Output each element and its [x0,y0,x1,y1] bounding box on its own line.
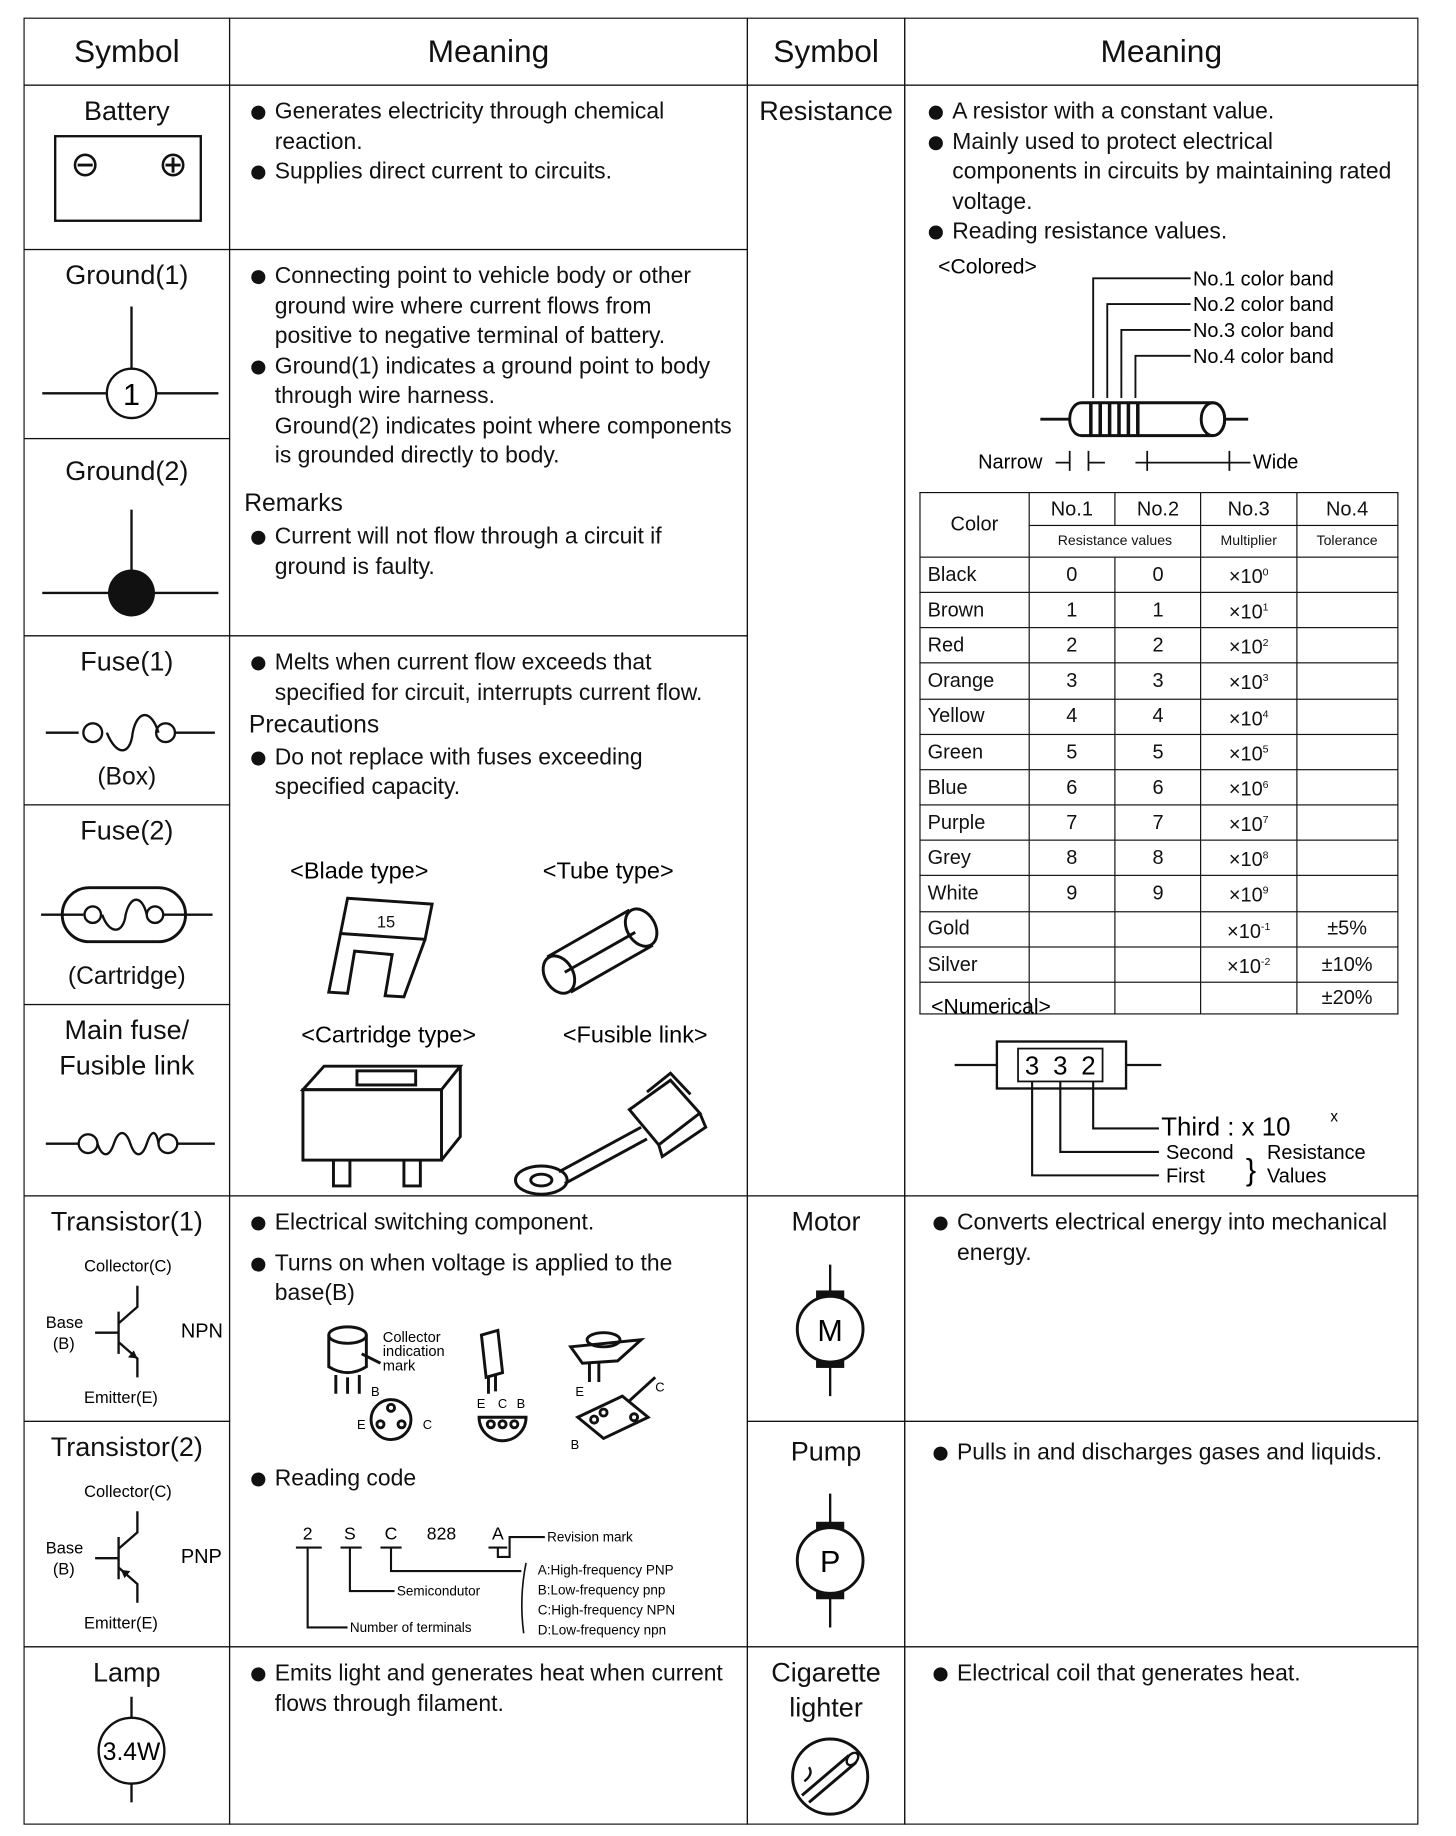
code-char: 2 [302,1523,313,1544]
multiplier [1201,770,1296,805]
resistance-symbol-cell [747,85,906,1197]
type-label: C:High-frequency NPN [537,1602,676,1618]
color-name: Yellow [920,699,1029,734]
pin-b: B [570,1436,580,1452]
band2-value: 8 [1115,840,1201,875]
color-header: Color [920,493,1029,558]
tolerance [1296,628,1398,663]
minus-terminal: ⊖ [70,145,100,185]
lamp-icon [25,1694,232,1823]
lighter-label: Cigarette lighter [771,1656,881,1723]
color-name: Black [920,557,1029,592]
pnp-label: PNP [180,1545,222,1568]
motor-icon [748,1255,907,1408]
ground-meaning [229,249,748,636]
multiplier [1201,663,1296,698]
collector-mark-label: Collector [382,1330,441,1347]
color-name: Purple [920,805,1029,840]
npn-transistor-icon [25,1246,232,1422]
band1-value: 1 [1029,593,1115,628]
bullet: Electrical switching component. [249,1208,733,1238]
main-fuse-label: Main fuse/ Fusible link [59,1014,195,1081]
color-row [920,557,1398,592]
band-label: No.3 color band [1192,319,1334,342]
resistance-values-label: Values [1266,1165,1327,1188]
transistor2-symbol-cell [23,1421,230,1648]
collector-label: Collector(C) [84,1483,172,1502]
ground1-symbol-cell [23,249,230,439]
bullet: Electrical coil that generates heat. [931,1659,1403,1689]
tolerance [1296,663,1398,698]
motor-label: Motor [791,1205,861,1237]
tolerance: ±10% [1296,947,1398,982]
bullet: Ground(1) indicates a ground point to body through wire harness. [249,352,733,412]
multiplier-exponent: 0 [1262,565,1269,578]
bullet: Pulls in and discharges gases and liquids. [931,1438,1403,1468]
band-label: No.1 color band [1192,268,1334,291]
header-symbol-right: Symbol [747,18,906,86]
resistance-values-label: Resistance [1266,1141,1366,1164]
sub-header: Resistance values [1029,525,1201,557]
npn-label: NPN [180,1320,223,1343]
resistance-meaning [904,85,1418,1197]
collector-label: Collector(C) [84,1257,172,1276]
band2-value: 2 [1115,628,1201,663]
multiplier [1201,593,1296,628]
pin-e: E [476,1395,486,1411]
bullet: Converts electrical energy into mechanical energy. [931,1208,1403,1268]
transistor2-label: Transistor(2) [50,1431,203,1462]
remarks-title: Remarks [244,489,343,517]
header-meaning-right: Meaning [904,18,1418,86]
color-name: Red [920,628,1029,663]
ground2-note: Ground(2) indicates point where components is grounded directly to body. [274,412,732,469]
ground2-icon [25,504,232,645]
pin-c: C [655,1379,665,1395]
fusible-link-label: <Fusible link> [562,1021,708,1048]
ground2-label: Ground(2) [65,455,189,487]
code-char: C [384,1523,398,1544]
tube-fuse-icon [537,903,664,999]
col-header: No.3 [1201,493,1296,525]
revision-mark-label: Revision mark [547,1529,633,1545]
motor-mark: M [817,1313,843,1348]
cartridge-type-label: <Cartridge type> [301,1021,477,1048]
colored-resistor-diagram [905,245,1417,480]
ground1-icon [25,297,232,438]
blade-fuse-icon [329,898,432,997]
emitter-label: Emitter(E) [83,1389,158,1408]
bullet: Reading resistance values. [926,217,1403,247]
multiplier [1201,805,1296,840]
color-row [920,770,1398,805]
multiplier-base: ×10 [1228,565,1263,588]
tolerance [1296,876,1398,911]
multiplier-exponent: 9 [1262,884,1269,897]
ground1-number: 1 [123,378,141,413]
multiplier-base: ×10 [1228,600,1263,624]
multiplier-exponent: 1 [1262,601,1269,614]
multiplier-base: ×10 [1227,955,1261,978]
col-header: No.2 [1115,493,1201,525]
pin-e: E [575,1384,584,1400]
color-row [920,840,1398,875]
color-name: Green [920,734,1029,769]
bullet: Supplies direct current to circuits. [249,157,733,187]
pump-meaning [904,1421,1418,1648]
terminals-label: Number of terminals [349,1620,472,1636]
blade-rating: 15 [376,913,396,932]
tolerance: ±20% [1296,982,1398,1014]
fuse2-label: Fuse(2) [80,814,174,846]
pump-label: Pump [790,1436,862,1467]
multiplier-exponent: 4 [1262,707,1269,720]
plus-terminal: ⊕ [158,145,188,185]
band2-value: 1 [1115,593,1201,628]
motor-meaning [904,1195,1418,1422]
reading-code-diagram [230,1516,747,1645]
bullet: A resistor with a constant value. [926,97,1403,127]
multiplier [1201,911,1296,946]
bullet: Do not replace with fuses exceeding specified capacity. [249,743,733,803]
color-row [920,876,1398,911]
fuse-box-icon [25,709,232,756]
band2-value [1115,947,1201,982]
color-row [920,911,1398,946]
battery-symbol-cell [23,85,230,251]
numerical-title: <Numerical> [931,995,1051,1019]
lighter-symbol-cell [747,1646,906,1824]
pin-c: C [497,1395,508,1411]
band1-value: 2 [1029,628,1115,663]
blade-type-label: <Blade type> [290,857,429,884]
color-row [920,628,1398,663]
multiplier-base: ×10 [1228,707,1263,730]
digit: 2 [1081,1052,1096,1081]
pump-mark: P [819,1545,841,1580]
reading-code-title: Reading code [249,1464,416,1494]
pump-icon [748,1487,907,1640]
third-label: Third : x 10 [1161,1113,1291,1142]
color-name: Silver [920,947,1029,982]
color-name: White [920,876,1029,911]
third-exponent: x [1330,1108,1338,1126]
lamp-label: Lamp [93,1656,161,1688]
band2-value: 5 [1115,734,1201,769]
bullet: Melts when current flow exceeds that specified for circuit, interrupts current flow. [249,648,733,708]
multiplier-base: ×10 [1228,813,1263,836]
type-label: A:High-frequency PNP [537,1562,674,1578]
tolerance [1296,593,1398,628]
brace: } [1245,1153,1257,1188]
band1-value: 7 [1029,805,1115,840]
second-label: Second [1165,1141,1234,1164]
transistor-meaning [229,1195,748,1647]
multiplier-exponent: -2 [1260,955,1271,968]
pump-symbol-cell [747,1421,906,1648]
band2-value: 9 [1115,876,1201,911]
code-char: A [491,1523,504,1544]
code-char: 828 [426,1523,457,1544]
transistor1-symbol-cell [23,1195,230,1422]
multiplier [1201,734,1296,769]
band1-value: 9 [1029,876,1115,911]
header-symbol-left: Symbol [23,18,230,86]
ground2-symbol-cell [23,438,230,636]
cartridge-fuse-icon [303,1066,460,1186]
fuse1-label: Fuse(1) [80,645,174,677]
multiplier-exponent: 8 [1262,849,1269,861]
code-char: S [344,1523,356,1544]
cigarette-lighter-icon [748,1734,907,1816]
lamp-symbol-cell [23,1646,230,1824]
lamp-rating: 3.4W [102,1739,161,1767]
band2-value: 4 [1115,699,1201,734]
lighter-meaning [904,1646,1418,1824]
resistor-icon [1040,403,1248,436]
col-header: No.1 [1029,493,1115,525]
color-name: Brown [920,593,1029,628]
band1-value [1029,947,1115,982]
multiplier-exponent: 5 [1262,743,1269,755]
tolerance [1296,699,1398,734]
bullet: Mainly used to protect electrical components in circuits by maintaining rated voltage. [926,127,1403,217]
multiplier [1201,876,1296,911]
tolerance: ±5% [1296,911,1398,946]
type-label: B:Low-frequency pnp [537,1582,666,1598]
multiplier [1201,947,1296,982]
color-code-table [919,492,1398,1015]
narrow-label: Narrow [978,451,1043,474]
bullet: Connecting point to vehicle body or other ground wire where current flows from positive to negative terminal of battery. [249,262,733,352]
bullet: Emits light and generates heat when current flows through filament. [249,1659,733,1719]
color-row [920,805,1398,840]
band1-value: 3 [1029,663,1115,698]
multiplier-base: ×10 [1228,848,1263,872]
collector-mark-label: indication [382,1344,445,1361]
band1-value: 5 [1029,734,1115,769]
band1-value: 8 [1029,840,1115,875]
multiplier-exponent: -1 [1260,920,1271,932]
multiplier-base: ×10 [1227,919,1261,942]
band2-value: 7 [1115,805,1201,840]
to92-flat-package-icon [476,1330,526,1440]
tolerance [1296,770,1398,805]
color-name: Grey [920,840,1029,875]
header-meaning-left: Meaning [229,18,748,86]
band2-value [1115,911,1201,946]
pnp-transistor-icon [25,1471,232,1647]
base-label: Base [45,1539,84,1558]
tolerance [1296,805,1398,840]
tolerance [1296,840,1398,875]
multiplier-exponent: 2 [1262,636,1269,649]
transistor1-label: Transistor(1) [50,1205,203,1237]
band1-value: 6 [1029,770,1115,805]
color-row [920,734,1398,769]
motor-symbol-cell [747,1195,906,1422]
color-row [920,699,1398,734]
base-label: Base [45,1314,84,1333]
band1-value [1029,911,1115,946]
band-label: No.2 color band [1192,294,1334,317]
fuse-types-illustration [230,845,747,1197]
color-name: Orange [920,663,1029,698]
multiplier-exponent: 3 [1262,672,1269,684]
band-label: No.4 color band [1192,345,1334,368]
base-label-b: (B) [52,1560,75,1579]
tolerance [1296,734,1398,769]
color-name: Blue [920,770,1029,805]
digit: 3 [1053,1052,1068,1081]
emitter-label: Emitter(E) [83,1614,158,1633]
colored-title: <Colored> [938,255,1037,279]
band2-value: 6 [1115,770,1201,805]
resistance-label: Resistance [759,95,893,126]
semiconductor-label: Semicondutor [396,1583,481,1599]
bullet: Current will not flow through a circuit if ground is faulty. [249,523,733,583]
multiplier [1201,699,1296,734]
pin-e: E [356,1417,366,1433]
color-row [920,663,1398,698]
color-row [920,947,1398,982]
band1-value: 4 [1029,699,1115,734]
fusible-link-icon-large [515,1073,705,1194]
band2-value: 3 [1115,663,1201,698]
main-fuse-symbol-cell [23,1004,230,1197]
lamp-meaning [229,1646,748,1824]
fuse-cartridge-caption: (Cartridge) [67,962,186,990]
fuse1-symbol-cell [23,635,230,805]
fuse-box-caption: (Box) [97,763,157,791]
precautions-title: Precautions [248,711,380,739]
tolerance [1296,557,1398,592]
numerical-resistor-diagram [905,990,1417,1190]
type-label: D:Low-frequency npn [537,1622,667,1638]
pin-c: C [422,1417,433,1433]
fusible-link-icon [25,1123,232,1170]
first-label: First [1165,1165,1205,1188]
tube-type-label: <Tube type> [542,857,674,884]
multiplier-exponent: 6 [1262,778,1269,791]
multiplier [1201,557,1296,592]
multiplier-base: ×10 [1228,636,1263,659]
pin-b: B [371,1384,380,1400]
fuse2-symbol-cell [23,804,230,1005]
band2-value: 0 [1115,557,1201,592]
wide-label: Wide [1252,451,1299,474]
bullet: Turns on when voltage is applied to the base(B) [249,1249,733,1309]
base-label-b: (B) [52,1335,75,1354]
fuse-cartridge-icon [25,878,232,948]
multiplier-base: ×10 [1228,671,1263,695]
collector-mark-label: mark [382,1358,416,1375]
multiplier-exponent: 7 [1262,813,1269,826]
digit: 3 [1024,1052,1040,1081]
battery-meaning [229,85,748,251]
battery-label: Battery [84,95,170,126]
multiplier [1201,840,1296,875]
color-name: Gold [920,911,1029,946]
bullet: Generates electricity through chemical reaction. [249,97,733,157]
fuse-meaning [229,635,748,1196]
multiplier-base: ×10 [1228,778,1263,801]
sub-header: Tolerance [1296,525,1398,557]
color-row [920,593,1398,628]
multiplier-base: ×10 [1228,742,1263,765]
col-header: No.4 [1296,493,1398,525]
battery-icon [54,135,202,222]
sub-header: Multiplier [1201,525,1296,557]
multiplier-base: ×10 [1228,884,1263,907]
band1-value: 0 [1029,557,1115,592]
pin-b: B [516,1395,526,1411]
multiplier [1201,628,1296,663]
ground1-label: Ground(1) [65,259,189,291]
